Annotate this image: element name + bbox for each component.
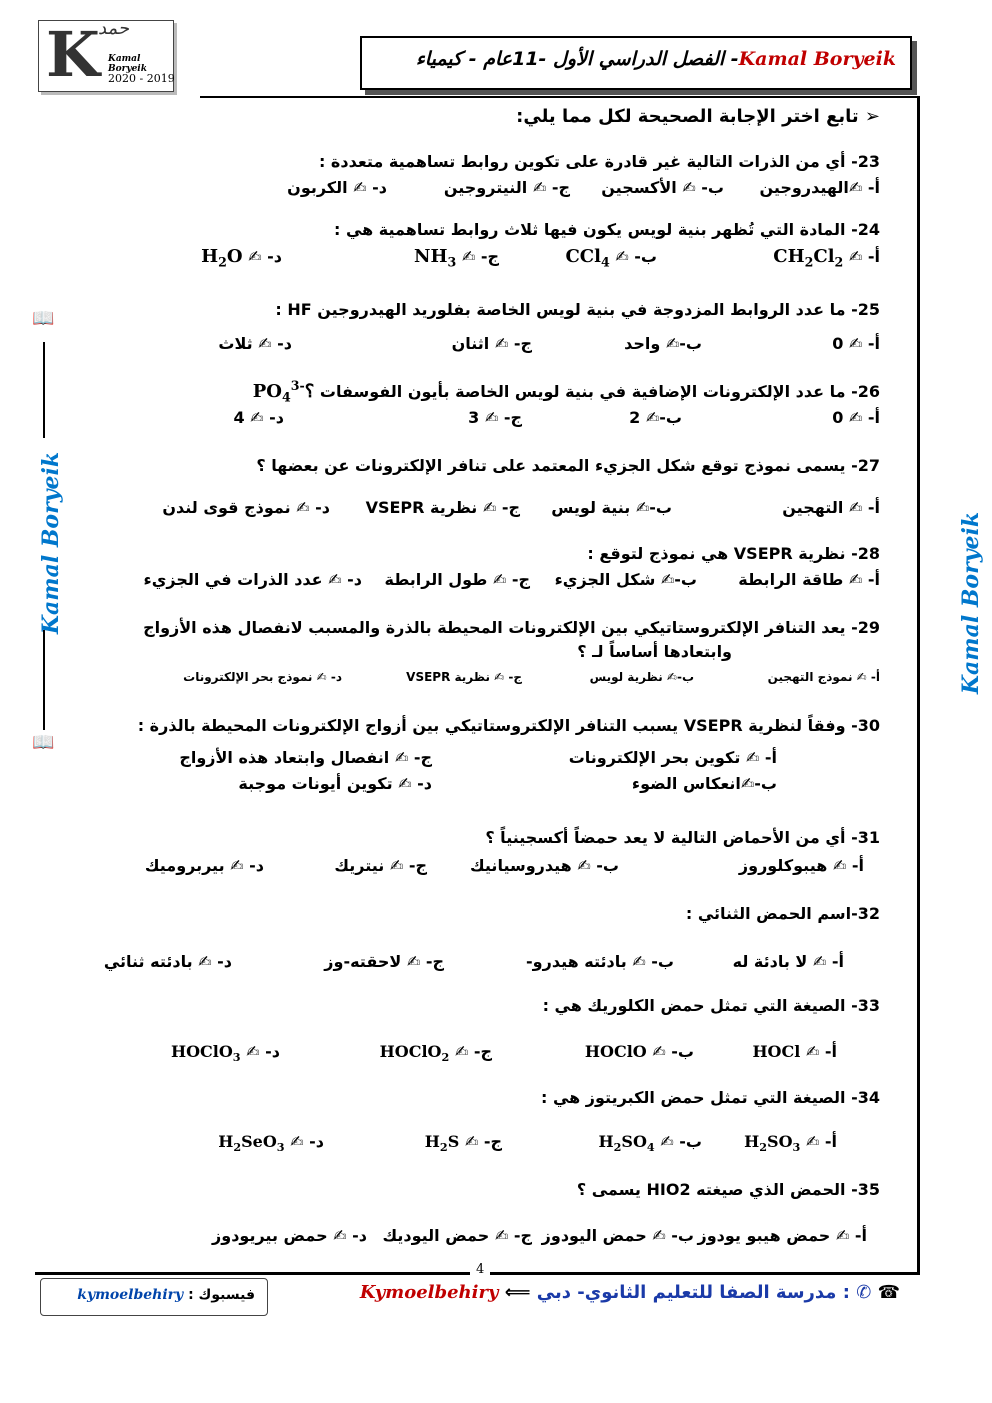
q34-option-b[interactable]: ب- ✍ $H_2SO_4$ [598,1132,702,1155]
header-author: Kamal Boryeik [738,48,896,70]
q32-option-b[interactable]: ب- ✍ بادئته هيدرو- [526,952,674,971]
q30-option-d[interactable]: د- ✍ تكوين أيونات موجبة [238,774,432,793]
q29-option-d[interactable]: د- ✍ نموذج بحر الإلكترونات [183,670,342,684]
question-28: 28- نظرية VSEPR هي نموذج لتوقع : [587,544,880,563]
q26-option-a[interactable]: أ- ✍ 0 [832,408,880,427]
school-name: : مدرسة الصفا للتعليم الثانوي- دبي [536,1282,850,1303]
left-rule [43,630,45,730]
q30-option-a[interactable]: أ- ✍ تكوين بحر الإلكترونات [568,748,777,767]
question-35: 35- الحمض الذي صيغته HIO2 يسمى ؟ [576,1180,880,1199]
question-34: 34- الصيغة التي تمثل حمض الكبريتوز هي : [540,1088,880,1107]
q23-option-c[interactable]: ج- ✍ النيتروجين [443,178,570,197]
left-rule [43,342,45,438]
footer-school [330,1282,900,1303]
question-25: 25- ما عدد الروابط المزدوجة في بنية لويس الخاصة بفلوريد الهيدروجين HF : [275,300,880,319]
instruction: ➢ تابع اختر الإجابة الصحيحة لكل مما يلي: [516,106,880,127]
q26-option-b[interactable]: ب-✍ 2 [629,408,682,427]
logo-letter: K [46,18,100,91]
q34-option-c[interactable]: ج- ✍ $H_2S$ [424,1132,502,1155]
header-title [416,48,896,70]
q33-option-c[interactable]: ج- ✍ HOClO$_2$ [379,1042,492,1065]
logo [38,20,176,94]
q25-option-b[interactable]: ب-✍ واحد [624,334,702,353]
q32-option-c[interactable]: ج- ✍ لاحقته-وز [324,952,444,971]
whatsapp-icon: ✆ [856,1282,872,1303]
q31-option-a[interactable]: أ- ✍ هيبوكلوروز [738,856,864,875]
logo-year: 2020 - 2019 [108,72,175,85]
q29-option-c[interactable]: ج- ✍ نظرية VSEPR [406,670,522,684]
q23-option-b[interactable]: ب- ✍ الأكسجين [601,178,724,197]
q27-option-d[interactable]: د- ✍ نموذج قوى لندن [162,498,330,517]
q31-option-b[interactable]: ب- ✍ هيدروسيانيك [470,856,619,875]
page-number: 4 [470,1262,490,1277]
page-header [360,36,912,90]
q26-option-d[interactable]: د- ✍ 4 [233,408,284,427]
facebook-user[interactable]: kymoelbehiry [77,1287,184,1303]
q24-option-b[interactable]: ب- ✍ CCl$_4$ [565,246,657,270]
q30-option-c[interactable]: ج- ✍ انفصال وابتعاد هذه الأزواج [179,748,432,767]
q33-option-a[interactable]: أ- ✍ HOCl [752,1042,837,1061]
q27-option-c[interactable]: ج- ✍ نظرية VSEPR [365,498,520,517]
q33-option-d[interactable]: د- ✍ HOClO$_3$ [170,1042,280,1065]
q32-option-d[interactable]: د- ✍ بادئته ثنائي [103,952,232,971]
q30-option-b[interactable]: ب-✍انعكاس الضوء [631,774,777,793]
q23-option-d[interactable]: د- ✍ الكربون [287,178,387,197]
book-icon: 📖 [32,308,55,329]
q35-option-c[interactable]: ج- ✍ حمض اليوديك [382,1226,532,1245]
question-32: 32-اسم الحمض الثنائي : [685,904,880,923]
q28-option-c[interactable]: ج- ✍ طول الرابطة [384,570,530,589]
side-watermark-left: Kamal Boryeik [38,451,65,635]
question-29: 29- يعد التنافر الإلكتروستاتيكي بين الإلكترونات المحيطة بالذرة والمسبب لانفصال هذه الأزواج [143,618,880,637]
facebook-label: فيسبوك : [188,1287,255,1303]
q34-option-a[interactable]: أ- ✍ $H_2SO_3$ [744,1132,837,1155]
q32-option-a[interactable]: أ- ✍ لا بادئة له [732,952,844,971]
q25-option-c[interactable]: ج- ✍ اثنان [451,334,532,353]
question-27: 27- يسمى نموذج توقع شكل الجزيء المعتمد على تنافر الإلكترونات عن بعضها ؟ [256,456,880,475]
q23-option-a[interactable]: أ- ✍الهيدروجين [759,178,880,197]
q27-option-b[interactable]: ب-✍ بنية لويس [551,498,672,517]
q35-option-d[interactable]: د- ✍ حمض بيريودوز [212,1226,367,1245]
header-subject: - الفصل الدراسي الأول -11عام - كيمياء [415,48,739,70]
phone-icon: ☎ [877,1282,900,1303]
facebook-text [77,1287,255,1303]
q31-option-c[interactable]: ج- ✍ نيتريك [334,856,427,875]
arrow-icon: ⟸ [504,1282,531,1303]
side-watermark-right: Kamal Boryeik [958,511,985,695]
top-divider [200,96,920,98]
q26-option-c[interactable]: ج- ✍ 3 [468,408,522,427]
q35-option-b[interactable]: ب- ✍ حمض اليودوز [541,1226,694,1245]
footer-handle: Kymoelbehiry [359,1282,499,1303]
q25-option-a[interactable]: أ- ✍ 0 [832,334,880,353]
question-29-continued: وابتعادها أساساً لـ ؟ [577,642,732,661]
q24-option-d[interactable]: د- ✍ $H_2O$ [201,246,282,270]
right-border [917,97,920,1272]
q24-option-c[interactable]: ج- ✍ $NH_3$ [414,246,499,270]
q28-option-b[interactable]: ب-✍ شكل الجزيء [554,570,697,589]
question-33: 33- الصيغة التي تمثل حمض الكلوريك هي : [542,996,880,1015]
book-icon: 📖 [32,732,55,753]
logo-signature: حمد [98,18,129,39]
q29-option-b[interactable]: ب-✍ نظرية لويس [589,670,694,684]
q33-option-b[interactable]: ب- ✍ HOClO [584,1042,694,1061]
q28-option-d[interactable]: د- ✍ عدد الذرات في الجزيء [143,570,362,589]
q35-option-a[interactable]: أ- ✍ حمض هيبو يودوز [697,1226,867,1245]
logo-name: Kamal Boryeik [108,54,147,74]
q27-option-a[interactable]: أ- ✍ التهجين [782,498,880,517]
q34-option-d[interactable]: د- ✍ $H_2SeO_3$ [218,1132,324,1155]
question-26: 26- ما عدد الإلكترونات الإضافية في بنية لويس الخاصة بأيون الفوسفات $PO_4^{3-}؟$ [252,378,880,405]
facebook-box [40,1278,268,1316]
question-24: 24- المادة التي تُظهر بنية لويس يكون فيها ثلاث روابط تساهمية هي : [333,220,880,239]
q24-option-a[interactable]: أ- ✍ $CH_2Cl_2$ [773,246,880,270]
q29-option-a[interactable]: أ- ✍ نموذج التهجين [767,670,880,684]
q25-option-d[interactable]: د- ✍ ثلاث [218,334,292,353]
question-30: 30- وفقاً لنظرية VSEPR يسبب التنافر الإلكتروستاتيكي بين أزواج الإلكترونات المحيطة بالذرة : [137,716,880,735]
q28-option-a[interactable]: أ- ✍ طاقة الرابطة [738,570,880,589]
question-31: 31- أي من الأحماض التالية لا يعد حمضاً أكسجينياً ؟ [485,828,880,847]
q31-option-d[interactable]: د- ✍ بيربروميك [144,856,264,875]
question-23: 23- أي من الذرات التالية غير قادرة على تكوين روابط تساهمية متعددة : [318,152,880,171]
